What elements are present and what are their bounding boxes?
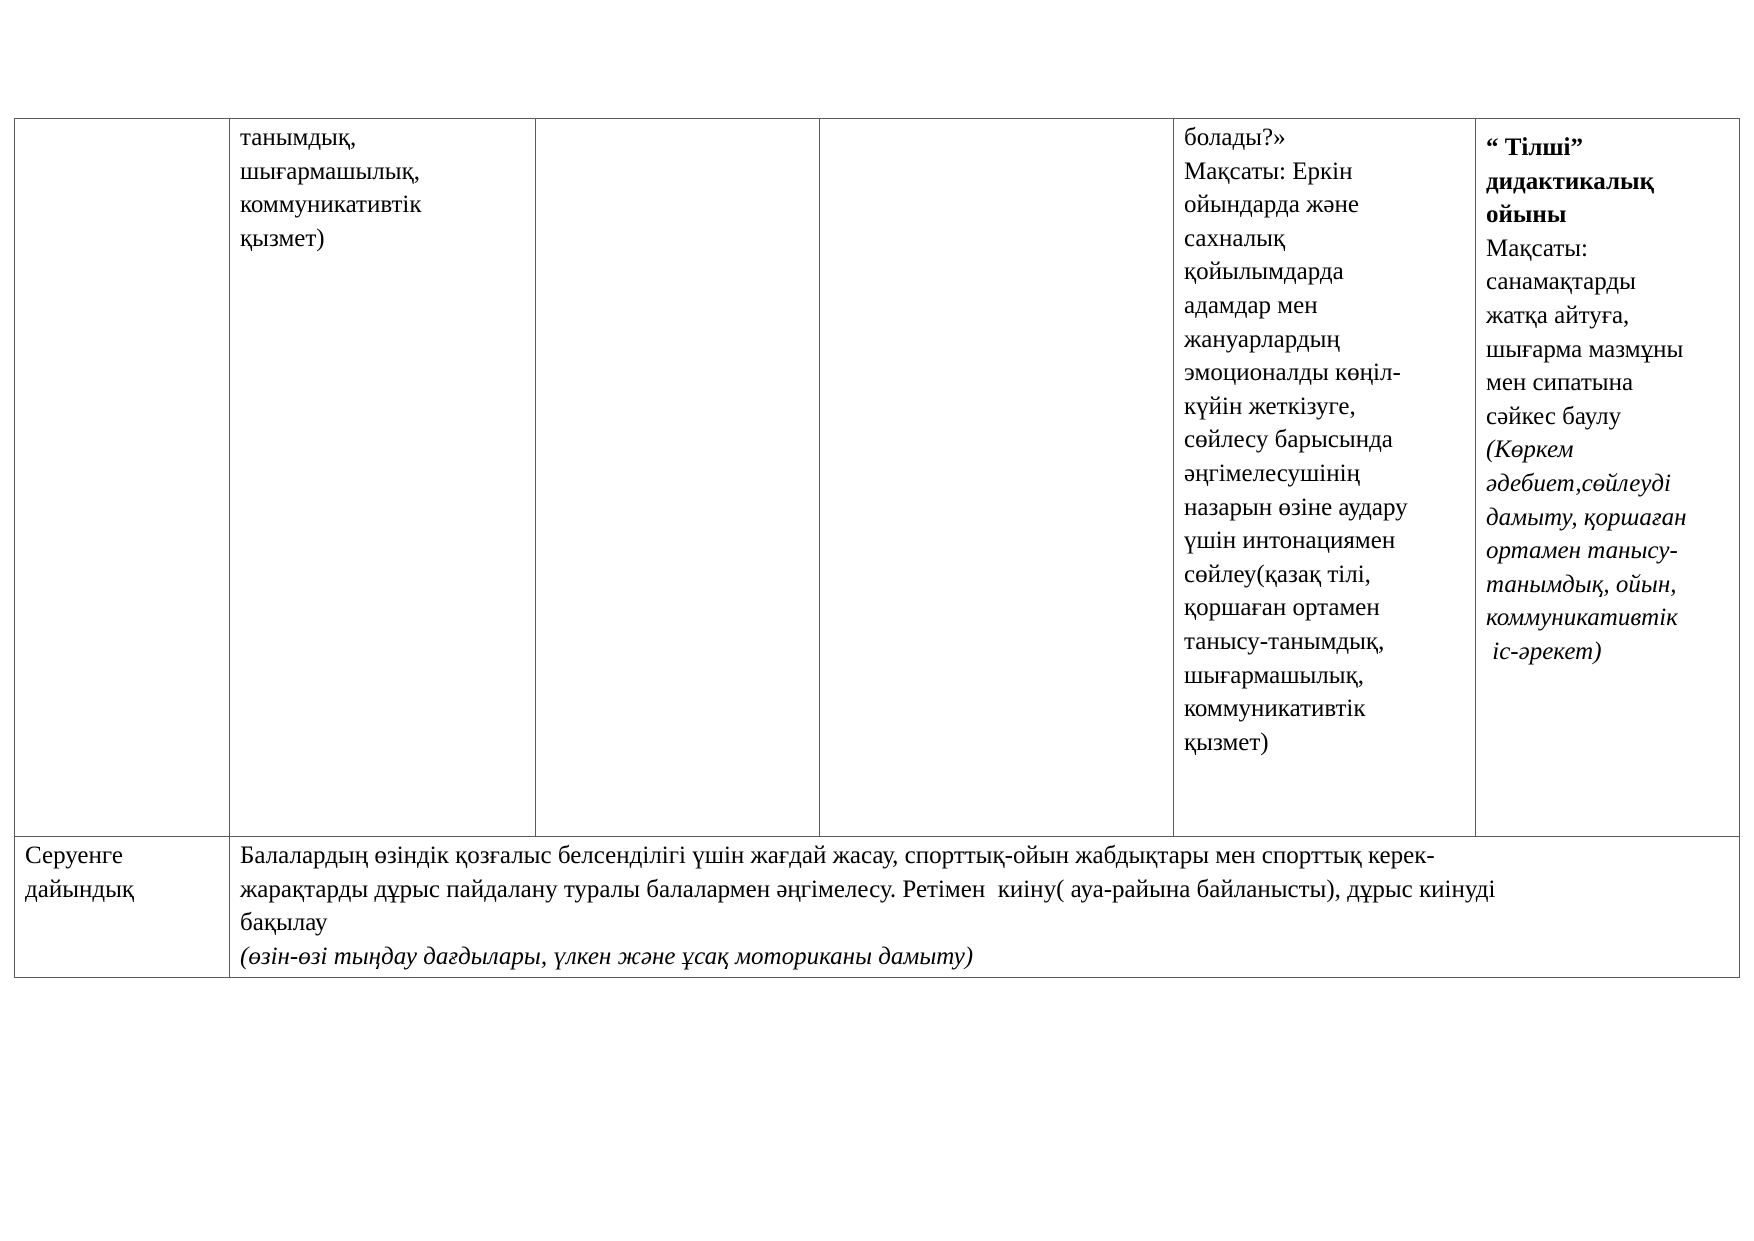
cell-section-label: [15, 837, 230, 978]
text-line: сәйкес баулу: [1486, 402, 1622, 430]
text-line: сөйлеу(қазақ тілі,: [1184, 560, 1371, 588]
table-row: [15, 119, 1740, 837]
cell-activity-continuation: [230, 119, 536, 837]
text-line: назарын өзіне аудару: [1184, 493, 1408, 521]
cell-empty: [820, 119, 1174, 837]
text-line: коммуникативтік: [240, 191, 422, 219]
text-line: сахналық: [1184, 224, 1286, 252]
text-line: күйін жеткізуге,: [1184, 392, 1356, 420]
text-line: коммуникативтік: [1184, 695, 1366, 723]
text-line: Мақсаты: Еркін: [1184, 157, 1353, 185]
text-line: жануарлардың: [1184, 325, 1340, 353]
text-line: танысу-танымдық,: [1184, 627, 1385, 655]
text-line: әңгімелесушінің: [1184, 459, 1360, 487]
text-line: танымдық,: [240, 124, 357, 151]
text-line: үшін интонациямен: [1184, 527, 1396, 555]
cell-empty: [536, 119, 820, 837]
cell-walk-preparation-text: [230, 837, 1740, 978]
text-line: қызмет): [1184, 728, 1269, 756]
text-line: шығармашылық,: [1184, 661, 1364, 689]
text-line: Мақсаты:: [1486, 234, 1588, 262]
cell-goal-description: [1174, 119, 1476, 837]
spacer: [1486, 121, 1729, 131]
text-line: эмоционалды көңіл-: [1184, 359, 1401, 387]
text-line: шығарма мазмұны: [1486, 335, 1684, 363]
italic-line: (өзін-өзі тыңдау дағдылары, үлкен және ұсақ моториканы дамыту): [240, 942, 974, 970]
text-line: адамдар мен: [1184, 291, 1318, 319]
text-line: жатқа айтуға,: [1486, 301, 1630, 329]
text-line: Серуенге: [25, 842, 123, 869]
game-title-line: ойыны: [1486, 201, 1567, 229]
italic-line: іс-әрекет): [1486, 637, 1602, 665]
text-line: Балалардың өзіндік қозғалыс белсенділігі үшін жағдай жасау, спорттық-ойын жабдықтары мен спорттық керек-: [240, 842, 1435, 869]
text-line: мен сипатына: [1486, 369, 1634, 397]
italic-line: танымдық, ойын,: [1486, 570, 1677, 598]
cell-didactic-game: [1476, 119, 1740, 837]
text-line: шығармашылық,: [240, 157, 420, 185]
italic-line: әдебиет,сөйлеуді: [1486, 469, 1671, 497]
text-line: санамақтарды: [1486, 268, 1636, 296]
table-row: [15, 837, 1740, 978]
text-line: қоршаған ортамен: [1184, 594, 1380, 622]
schedule-table: [14, 118, 1740, 978]
text-line: қойылымдарда: [1184, 258, 1344, 286]
game-title-line: “ Тілші”: [1486, 134, 1583, 161]
italic-line: ортамен танысу-: [1486, 537, 1678, 565]
text-line: жарақтарды дұрыс пайдалану туралы балалармен әңгімелесу. Ретімен киіну( ауа-райына байланысты), дұрыс киінуді: [240, 875, 1496, 903]
text-line: болады?»: [1184, 124, 1286, 151]
text-line: сөйлесу барысында: [1184, 426, 1393, 454]
text-line: қызмет): [240, 224, 325, 252]
game-title-line: дидактикалық: [1486, 167, 1654, 195]
cell-empty-label: [15, 119, 230, 837]
italic-line: коммуникативтік: [1486, 604, 1678, 632]
italic-line: (Көркем: [1486, 436, 1574, 464]
text-line: бақылау: [240, 909, 328, 937]
text-line: ойындарда және: [1184, 191, 1359, 219]
text-line: дайындық: [25, 875, 135, 903]
italic-line: дамыту, қоршаған: [1486, 503, 1687, 531]
